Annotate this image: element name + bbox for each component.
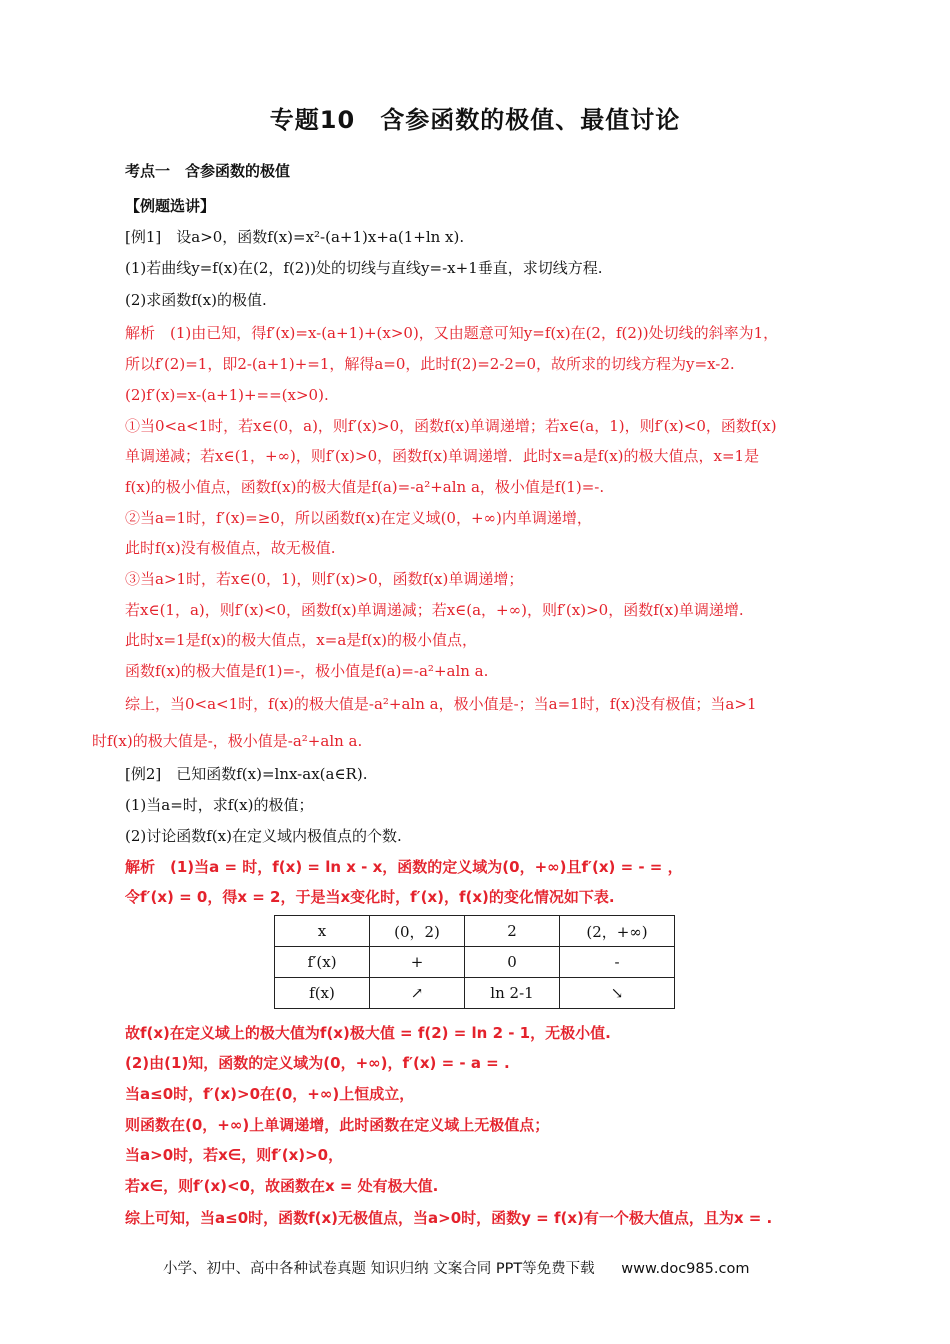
example-1-solution-line: 函数f(x)的极大值是f(1)=-，极小值是f(a)=-a²+aln a. xyxy=(125,662,489,680)
example-2-solution-line: 故f(x)在定义域上的极大值为f(x)极大值 = f(2) = ln 2 - 1，无极小值. xyxy=(125,1024,611,1042)
table-cell: ↘ xyxy=(560,978,675,1009)
example-2-solution-line: 当a≤0时，f′(x)>0在(0，+∞)上恒成立， xyxy=(125,1085,415,1103)
example-1-solution-line: 此时f(x)没有极值点，故无极值. xyxy=(125,539,336,557)
table-cell: 0 xyxy=(465,947,560,978)
example-1-solution-line: 若x∈(1，a)，则f′(x)<0，函数f(x)单调递减；若x∈(a，+∞)，则f′(x)>0，函数f(x)单调递增. xyxy=(125,601,744,619)
example-1-solution-line: 综上，当0<a<1时，f(x)的极大值是-a²+aln a，极小值是-；当a=1时，f(x)没有极值；当a>1 xyxy=(125,695,757,713)
table-row xyxy=(275,916,675,947)
table-cell: - xyxy=(560,947,675,978)
example-2-solution-line: 当a>0时，若x∈，则f′(x)>0， xyxy=(125,1146,344,1164)
page-title: 专题10 含参函数的极值、最值讨论 xyxy=(269,106,681,134)
example-1-question-2: (2)求函数f(x)的极值. xyxy=(125,291,267,309)
page-footer xyxy=(163,1257,749,1278)
example-1-solution-line: 时f(x)的极大值是-，极小值是-a²+aln a. xyxy=(92,732,363,750)
example-1-statement: [例1] 设a>0，函数f(x)=x²-(a+1)x+a(1+ln x). xyxy=(125,228,465,246)
example-2-question-2: (2)讨论函数f(x)在定义域内极值点的个数. xyxy=(125,827,402,845)
example-2-solution-line: 若x∈，则f′(x)<0，故函数在x = 处有极大值. xyxy=(125,1177,439,1195)
example-1-solution-line: ①当0<a<1时，若x∈(0，a)，则f′(x)>0，函数f(x)单调递增；若x∈(a，1)，则f′(x)<0，函数f(x) xyxy=(125,417,777,435)
footer-url[interactable]: www.doc985.com xyxy=(621,1261,750,1277)
example-1-solution-line: ②当a=1时，f′(x)=≥0，所以函数f(x)在定义域(0，+∞)内单调递增， xyxy=(125,509,592,527)
footer-text: 小学、初中、高中各种试卷真题 知识归纳 文案合同 PPT等免费下载 xyxy=(163,1261,595,1277)
example-1-solution-line: f(x)的极小值点，函数f(x)的极大值是f(a)=-a²+aln a，极小值是f(1)=-. xyxy=(125,478,605,496)
variation-table xyxy=(274,915,675,1009)
table-cell: f′(x) xyxy=(275,947,370,978)
example-2-statement: [例2] 已知函数f(x)=lnx-ax(a∈R). xyxy=(125,765,368,783)
example-2-solution-line: (2)由(1)知，函数的定义域为(0，+∞)，f′(x) = - a = . xyxy=(125,1054,510,1072)
example-2-solution-line: 解析 (1)当a = 时，f(x) = ln x - x，函数的定义域为(0，+∞)且f′(x) = - = ， xyxy=(125,858,683,876)
example-1-solution-line: 解析 (1)由已知，得f′(x)=x-(a+1)+(x>0)，又由题意可知y=f(x)在(2，f(2))处切线的斜率为1， xyxy=(125,324,779,342)
table-row xyxy=(275,947,675,978)
table-cell: f(x) xyxy=(275,978,370,1009)
example-2-question-1: (1)当a=时，求f(x)的极值； xyxy=(125,796,314,814)
example-2-solution-line: 令f′(x) = 0，得x = 2，于是当x变化时，f′(x)，f(x)的变化情况如下表. xyxy=(125,888,615,906)
sub-heading: 【例题选讲】 xyxy=(125,197,216,215)
example-1-question-1: (1)若曲线y=f(x)在(2，f(2))处的切线与直线y=-x+1垂直，求切线方程. xyxy=(125,259,603,277)
table-header-cell: x xyxy=(275,916,370,947)
example-1-solution-line: 所以f′(2)=1，即2-(a+1)+=1，解得a=0，此时f(2)=2-2=0，故所求的切线方程为y=x-2. xyxy=(125,355,735,373)
example-1-solution-line: 此时x=1是f(x)的极大值点，x=a是f(x)的极小值点， xyxy=(125,631,477,649)
section-heading: 考点一 含参函数的极值 xyxy=(125,162,291,180)
table-cell: ln 2-1 xyxy=(465,978,560,1009)
table-cell: + xyxy=(370,947,465,978)
example-2-solution-line: 综上可知，当a≤0时，函数f(x)无极值点，当a>0时，函数y = f(x)有一个极大值点，且为x = . xyxy=(125,1209,773,1227)
example-1-solution-line: (2)f′(x)=x-(a+1)+==(x>0). xyxy=(125,386,329,404)
table-header-cell: (0，2) xyxy=(370,916,465,947)
table-cell: ↗ xyxy=(370,978,465,1009)
example-1-solution-line: 单调递减；若x∈(1，+∞)，则f′(x)>0，函数f(x)单调递增．此时x=a是f(x)的极大值点，x=1是 xyxy=(125,447,760,465)
table-row xyxy=(275,978,675,1009)
example-2-solution-line: 则函数在(0，+∞)上单调递增，此时函数在定义域上无极值点； xyxy=(125,1116,550,1134)
table-header-cell: 2 xyxy=(465,916,560,947)
table-header-cell: (2，+∞) xyxy=(560,916,675,947)
example-1-solution-line: ③当a>1时，若x∈(0，1)，则f′(x)>0，函数f(x)单调递增； xyxy=(125,570,524,588)
